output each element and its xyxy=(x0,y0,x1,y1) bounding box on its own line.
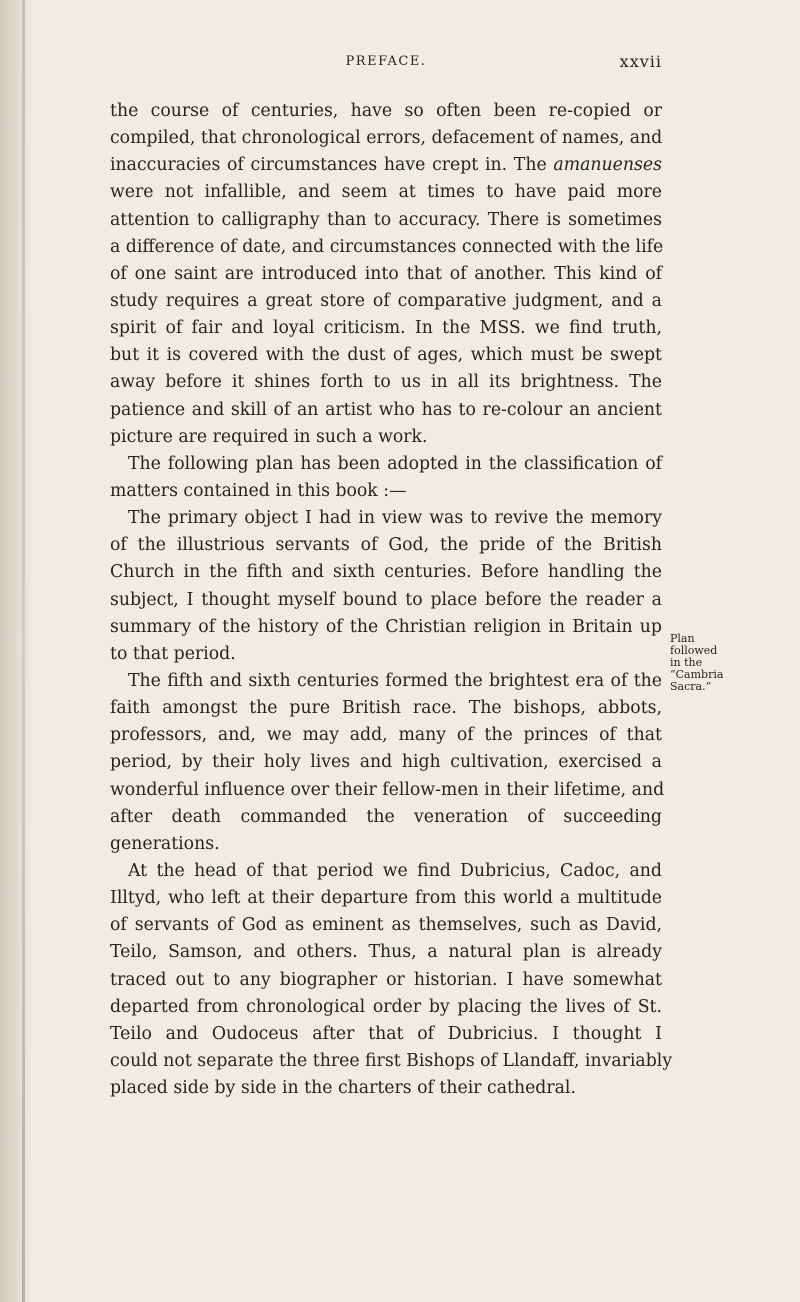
margin-note xyxy=(670,633,750,693)
text-line: patience and skill of an artist who has to re-colour an ancient xyxy=(110,399,662,420)
binding-shadow xyxy=(0,0,34,1302)
text-line: of servants of God as eminent as themselves, such as David, xyxy=(110,915,662,936)
binding-edge xyxy=(22,0,25,1302)
text-line xyxy=(110,152,662,179)
text-line: subject, I thought myself bound to place before the reader a xyxy=(110,589,662,610)
text-line: At the head of that period we find Dubricius, Cadoc, and xyxy=(128,860,662,881)
italic-term: amanuenses xyxy=(553,155,662,176)
text-line: placed side by side in the charters of their cathedral. xyxy=(110,1078,576,1099)
margin-note-line: in the xyxy=(670,656,703,669)
text-line: Church in the fifth and sixth centuries. Before handling the xyxy=(110,562,662,583)
text-line: attention to calligraphy than to accuracy. There is sometimes xyxy=(110,209,662,230)
text-span: inaccuracies of circumstances have crept in. The xyxy=(110,155,547,176)
text-line: after death commanded the veneration of succeeding xyxy=(110,806,662,827)
margin-note-line: “Cambria xyxy=(670,668,724,681)
text-line: of the illustrious servants of God, the pride of the British xyxy=(110,535,662,556)
text-line: Teilo and Oudoceus after that of Dubricius. I thought I xyxy=(110,1023,662,1044)
text-line: Teilo, Samson, and others. Thus, a natural plan is already xyxy=(110,942,662,963)
margin-note-line: followed xyxy=(670,644,718,657)
text-line: but it is covered with the dust of ages, which must be swept xyxy=(110,345,662,366)
text-line: faith amongst the pure British race. The bishops, abbots, xyxy=(110,698,662,719)
page-header xyxy=(110,52,662,76)
text-line: picture are required in such a work. xyxy=(110,426,428,447)
body-text xyxy=(110,98,673,1102)
page-number: xxvii xyxy=(619,52,662,71)
text-line: period, by their holy lives and high cultivation, exercised a xyxy=(110,752,662,773)
text-line: traced out to any biographer or historian. I have somewhat xyxy=(110,969,662,990)
text-line: the course of centuries, have so often been re-copied or xyxy=(110,101,662,121)
text-line: The following plan has been adopted in the classification of xyxy=(128,453,662,474)
text-line: wonderful influence over their fellow-men in their lifetime, and xyxy=(110,779,665,800)
text-line: compiled, that chronological errors, defacement of names, and xyxy=(110,128,663,149)
text-line: were not infallible, and seem at times to have paid more xyxy=(110,182,662,203)
text-line: matters contained in this book :— xyxy=(110,480,407,501)
text-line: to that period. xyxy=(110,643,236,664)
text-line: spirit of fair and loyal criticism. In the MSS. we find truth, xyxy=(110,318,662,339)
text-line: summary of the history of the Christian religion in Britain up xyxy=(110,616,662,637)
text-line: generations. xyxy=(110,833,220,854)
text-line: Illtyd, who left at their departure from this world a multitude xyxy=(110,888,662,909)
text-line: study requires a great store of comparative judgment, and a xyxy=(110,290,662,311)
text-line: away before it shines forth to us in all its brightness. The xyxy=(110,372,662,393)
text-line: The primary object I had in view was to revive the memory xyxy=(128,508,662,529)
text-line: of one saint are introduced into that of another. This kind of xyxy=(110,263,662,284)
margin-note-line: Sacra.” xyxy=(670,680,712,693)
text-line: The fifth and sixth centuries formed the brightest era of the xyxy=(128,670,662,691)
text-line: could not separate the three first Bishops of Llandaff, invariably xyxy=(110,1050,673,1071)
running-head: PREFACE. xyxy=(345,54,427,69)
margin-note-line: Plan xyxy=(670,632,695,645)
text-line: professors, and, we may add, many of the princes of that xyxy=(110,725,662,746)
text-line: departed from chronological order by placing the lives of St. xyxy=(110,996,662,1017)
text-line: a difference of date, and circumstances connected with the life xyxy=(110,236,664,257)
